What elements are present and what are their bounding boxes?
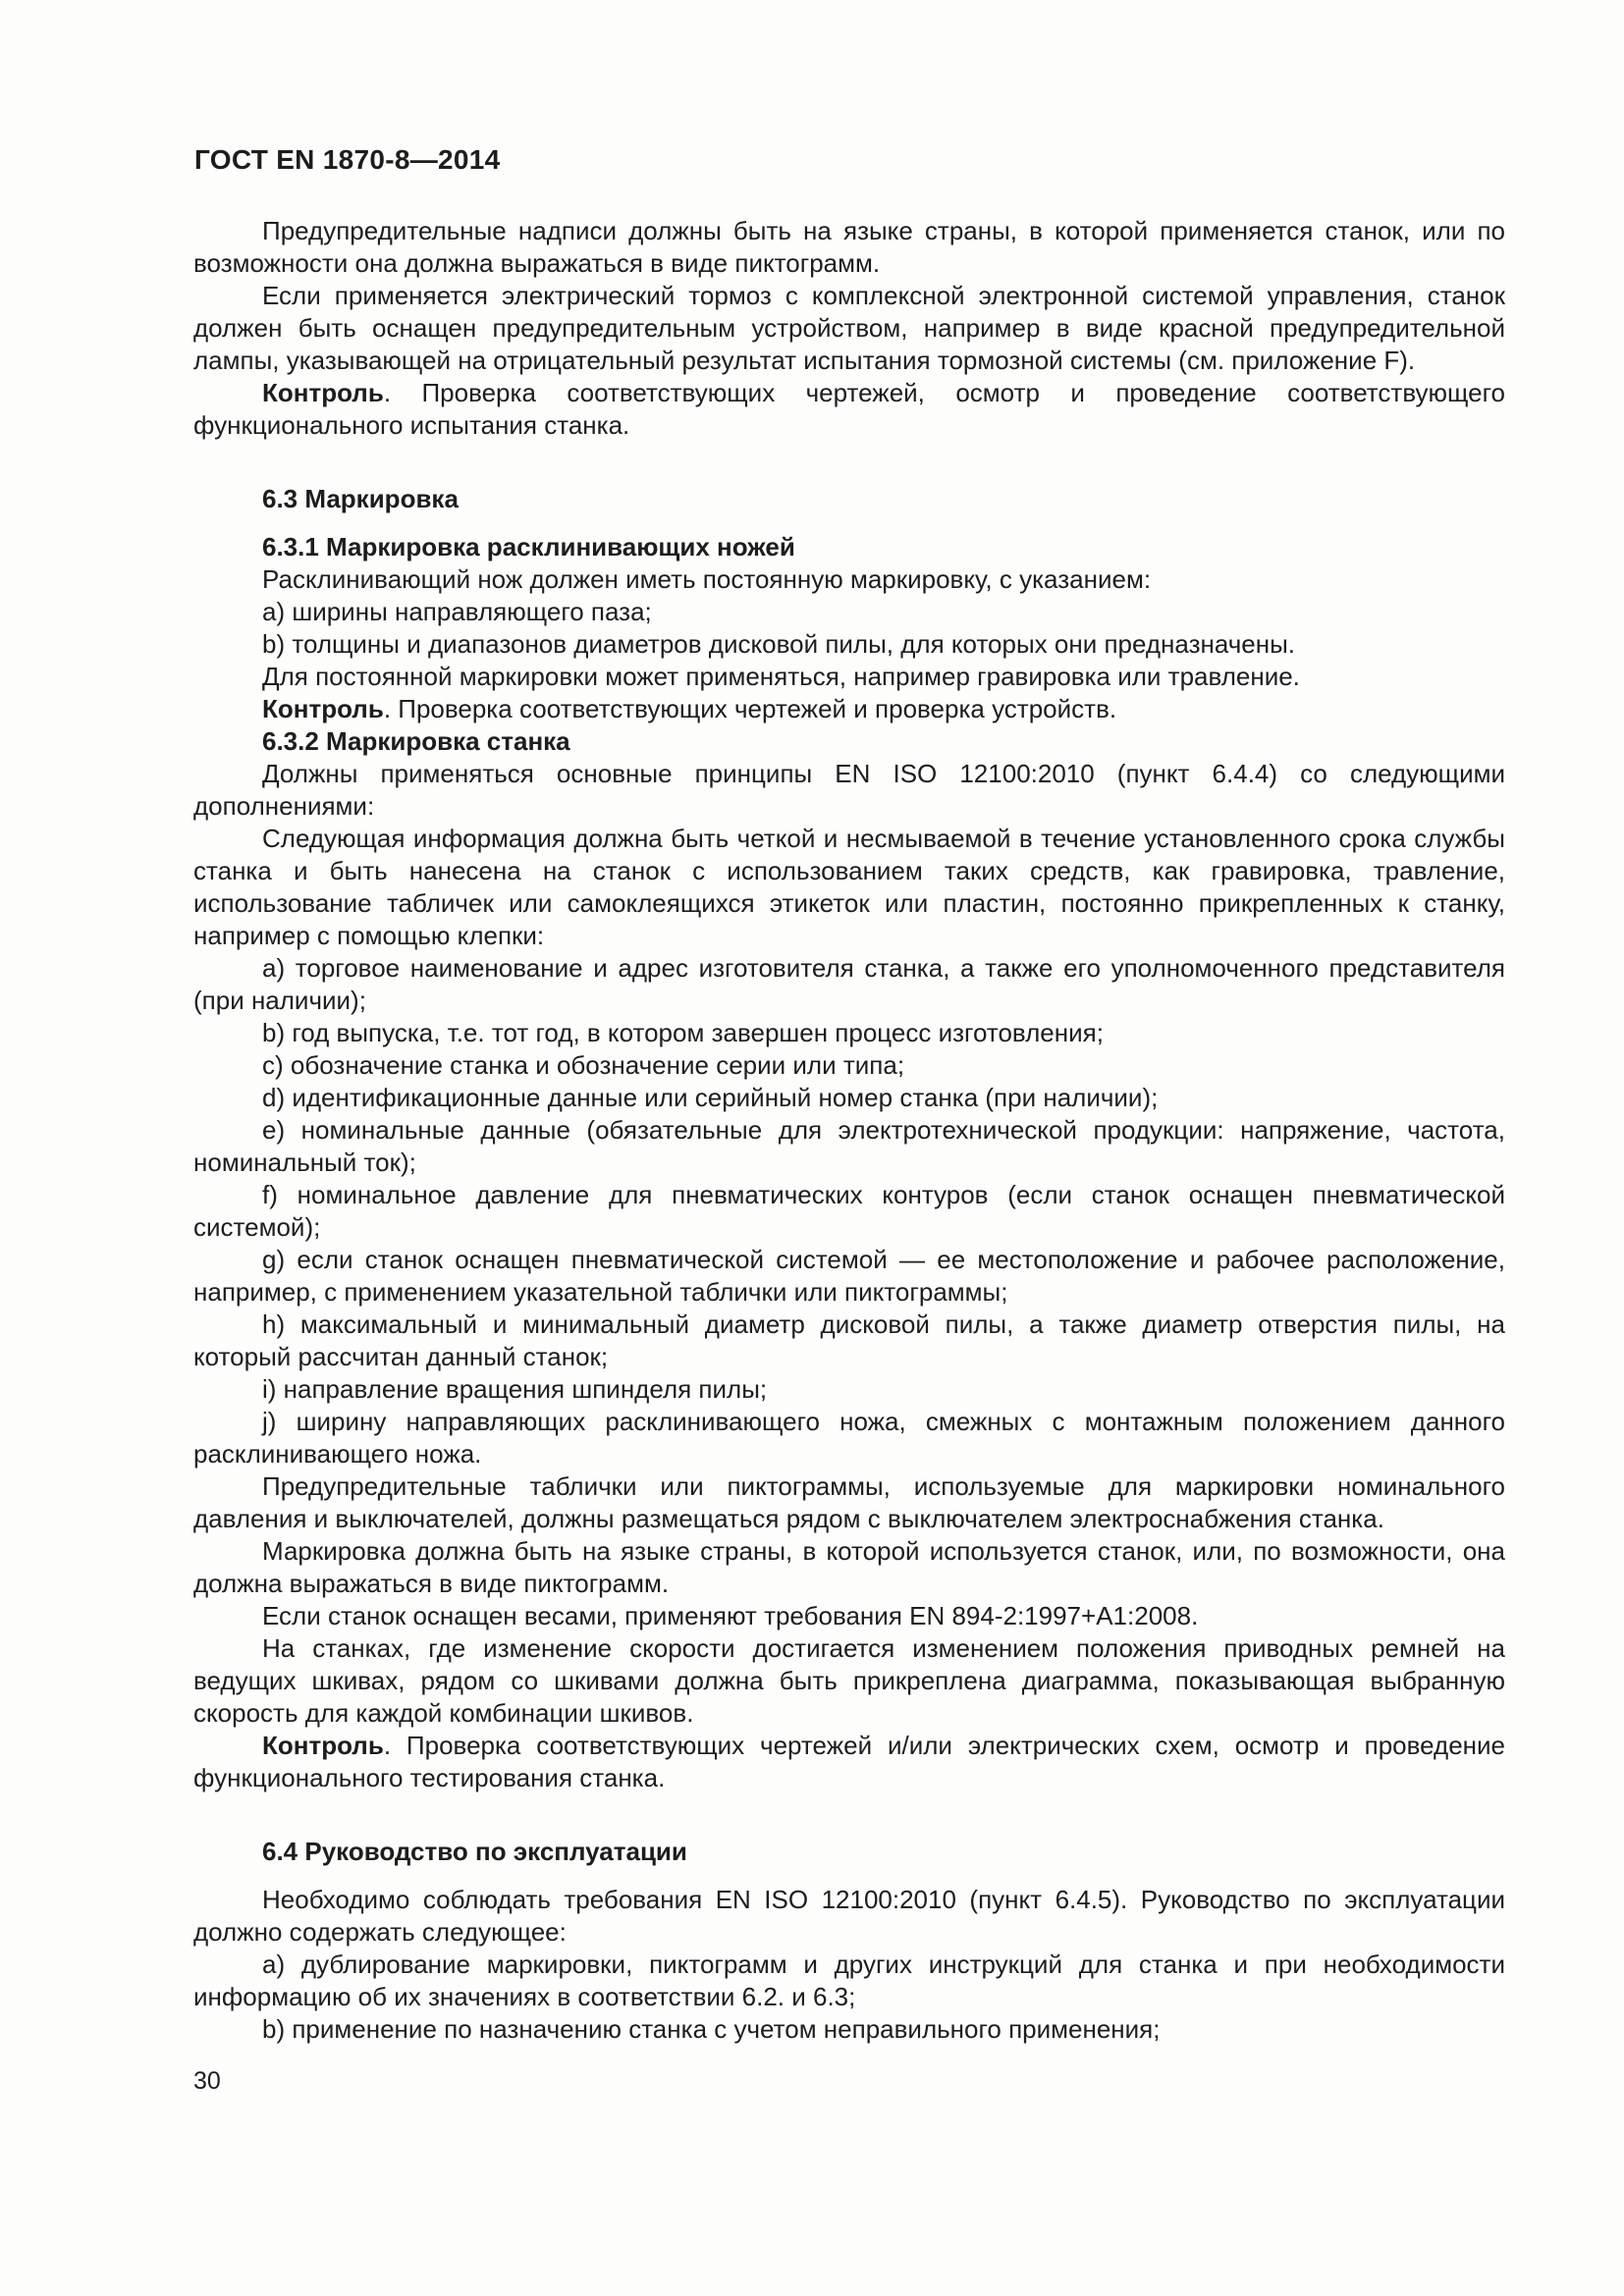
- list-item-c: c) обозначение станка и обозначение серии или типа;: [262, 1050, 905, 1080]
- list-item-e: e) номинальные данные (обязательные для электротехнической продукции: напряжение, частота, номинальный ток);: [193, 1115, 1505, 1177]
- paragraph-control: [193, 377, 1505, 442]
- subsection-heading-6-3-2: 6.3.2 Маркировка станка: [262, 726, 570, 756]
- document-header-code: ГОСТ EN 1870-8—2014: [194, 144, 501, 175]
- control-text: . Проверка соответствующих чертежей, осмотр и проведение соответствующего функционального испытания станка.: [193, 378, 1505, 440]
- control-label: Контроль: [262, 378, 384, 407]
- control-text: . Проверка соответствующих чертежей и/или электрических схем, осмотр и проведение функционального тестирования станка.: [193, 1731, 1505, 1792]
- section-heading-6-4: 6.4 Руководство по эксплуатации: [262, 1837, 687, 1866]
- document-body: [193, 215, 1505, 2046]
- paragraph: Маркировка должна быть на языке страны, в которой используется станок, или, по возможности, она должна выражаться в виде пиктограмм.: [193, 1536, 1505, 1598]
- paragraph: Для постоянной маркировки может применяться, например гравировка или травление.: [262, 662, 1300, 691]
- paragraph: На станках, где изменение скорости достигается изменением положения приводных ремней на ведущих шкивах, рядом со шкивами должна быть прикреплена диаграмма, показывающая выбранную скорость для каждой комбинации шкивов.: [193, 1633, 1505, 1728]
- list-item-b: b) толщины и диапазонов диаметров дисковой пилы, для которых они предназначены.: [262, 629, 1296, 659]
- paragraph-control: [193, 693, 1505, 725]
- control-label: Контроль: [262, 694, 384, 723]
- control-text: . Проверка соответствующих чертежей и проверка устройств.: [383, 694, 1117, 723]
- paragraph-control: [193, 1730, 1505, 1794]
- control-label: Контроль: [262, 1731, 384, 1760]
- paragraph: Предупредительные таблички или пиктограммы, используемые для маркировки номинального давления и выключателей, должны размещаться рядом с выключателем электроснабжения станка.: [193, 1471, 1505, 1533]
- list-item-j: j) ширину направляющих расклинивающего ножа, смежных с монтажным положением данного расклинивающего ножа.: [193, 1407, 1505, 1468]
- list-item-g: g) если станок оснащен пневматической системой — ее местоположение и рабочее расположение, например, с применением указательной таблички или пиктограммы;: [193, 1245, 1505, 1307]
- list-item-f: f) номинальное давление для пневматических контуров (если станок оснащен пневматической системой);: [193, 1180, 1505, 1242]
- subsection-heading-6-3-1: 6.3.1 Маркировка расклинивающих ножей: [262, 532, 795, 561]
- list-item-a: a) торговое наименование и адрес изготовителя станка, а также его уполномоченного представителя (при наличии);: [193, 953, 1505, 1015]
- paragraph: Если станок оснащен весами, применяют требования EN 894-2:1997+A1:2008.: [262, 1601, 1199, 1630]
- page-number: 30: [193, 2067, 221, 2095]
- paragraph: Необходимо соблюдать требования EN ISO 12100:2010 (пункт 6.4.5). Руководство по эксплуатации должно содержать следующее:: [193, 1885, 1505, 1947]
- list-item-h: h) максимальный и минимальный диаметр дисковой пилы, а также диаметр отверстия пилы, на который рассчитан данный станок;: [193, 1309, 1505, 1371]
- paragraph: Расклинивающий нож должен иметь постоянную маркировку, с указанием:: [262, 564, 1152, 594]
- section-heading-6-3: 6.3 Маркировка: [262, 484, 459, 513]
- paragraph: Предупредительные надписи должны быть на языке страны, в которой применяется станок, или по возможности она должна выражаться в виде пиктограмм.: [193, 216, 1505, 278]
- list-item-a: a) дублирование маркировки, пиктограмм и других инструкций для станка и при необходимости информацию об их значениях в соответствии 6.2. и 6.3;: [193, 1949, 1505, 2011]
- list-item-b: b) год выпуска, т.е. тот год, в котором завершен процесс изготовления;: [262, 1018, 1104, 1047]
- list-item-d: d) идентификационные данные или серийный номер станка (при наличии);: [262, 1083, 1159, 1112]
- paragraph: Следующая информация должна быть четкой и несмываемой в течение установленного срока службы станка и быть нанесена на станок с использованием таких средств, как гравировка, травление, использование табличек или самоклеящихся этикеток или пластин, постоянно прикрепленных к станку, например с помощью клепки:: [193, 824, 1505, 950]
- paragraph: Если применяется электрический тормоз с комплексной электронной системой управления, станок должен быть оснащен предупредительным устройством, например в виде красной предупредительной лампы, указывающей на отрицательный результат испытания тормозной системы (см. приложение F).: [193, 281, 1505, 375]
- list-item-a: a) ширины направляющего паза;: [262, 597, 652, 626]
- list-item-b: b) применение по назначению станка с учетом неправильного применения;: [262, 2014, 1161, 2044]
- paragraph: Должны применяться основные принципы EN ISO 12100:2010 (пункт 6.4.4) со следующими дополнениями:: [193, 759, 1505, 821]
- list-item-i: i) направление вращения шпинделя пилы;: [262, 1374, 768, 1404]
